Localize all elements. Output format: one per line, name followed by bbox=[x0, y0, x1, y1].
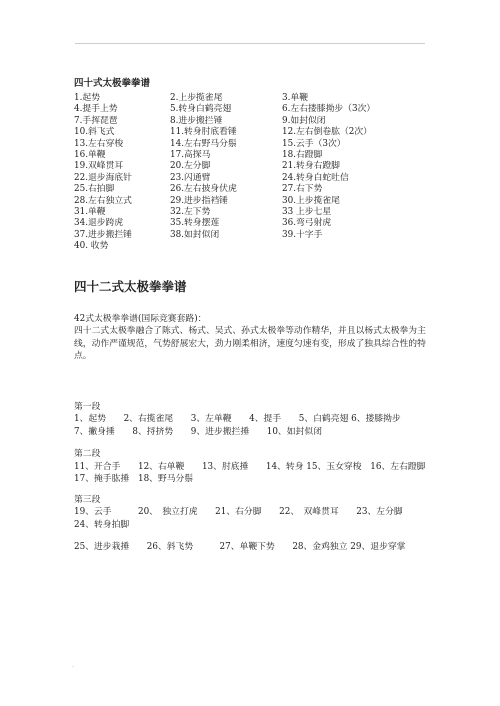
move-item: 33 上步七星 bbox=[282, 207, 332, 218]
move-item: 35.转身摆莲 bbox=[170, 218, 220, 229]
move-item: 36.弯弓射虎 bbox=[282, 218, 332, 229]
intro-label: 42式太极拳拳谱(国际竞赛套路)： bbox=[74, 313, 207, 324]
intro-paragraph: 四十二式太极拳融合了陈式、杨式、吴式、孙式太极拳等动作精华，并且以杨式太极拳为主线，动作严谨规范，气势舒展宏大，劲力刚柔相济，速度匀速有变，形成了独具综合性的特点。 bbox=[74, 326, 426, 362]
section-one bbox=[74, 401, 430, 439]
section-heading: 第一段 bbox=[74, 401, 101, 412]
move-item: 14.左右野马分鬃 bbox=[170, 138, 237, 149]
section-moves: 19、云手 20、 独立打虎 21、右分脚 22、 双峰贯耳 23、左分脚 24、转身拍脚 bbox=[74, 507, 412, 530]
move-item: 30.上步揽雀尾 bbox=[282, 195, 340, 206]
section-moves: 1、起势 2、右揽雀尾 3、左单鞭 4、提手 5、白鹤亮翅 6、搂膝拗步 7、撇身捶 8、捋挤势 9、进步搬拦捶 10、如封似闭 bbox=[74, 414, 419, 437]
move-item: 21.转身右蹬脚 bbox=[282, 161, 340, 172]
move-item: 27.右下势 bbox=[282, 184, 323, 195]
header-rule bbox=[75, 43, 425, 44]
section-heading: 第二段 bbox=[74, 449, 101, 460]
move-item: 22.退步海底针 bbox=[74, 172, 132, 183]
move-item: 2.上步揽雀尾 bbox=[170, 93, 223, 103]
forty-form-title: 四十式太极拳拳谱 bbox=[74, 78, 151, 89]
forty-last-move: 40. 收势 bbox=[74, 241, 109, 252]
move-item: 37.进步搬拦锤 bbox=[74, 229, 132, 240]
move-item: 6.左右搂膝拗步（3次） bbox=[282, 104, 376, 115]
page-mark: . bbox=[72, 662, 74, 669]
section-moves: 11、开合手 12、右单鞭 13、肘底捶 14、转身 15、玉女穿梭 16、左右蹬脚 17、掩手肱捶 18、野马分鬃 bbox=[74, 461, 444, 485]
move-item: 19.双峰贯耳 bbox=[74, 161, 124, 172]
move-item: 24.转身白蛇吐信 bbox=[282, 172, 349, 183]
move-item: 4.提手上势 bbox=[74, 104, 118, 115]
section-heading: 第三段 bbox=[74, 494, 101, 505]
move-item: 25.右拍脚 bbox=[74, 184, 115, 195]
section-three bbox=[74, 494, 430, 532]
fortytwo-form-title: 四十二式太极拳拳谱 bbox=[74, 278, 187, 294]
move-item: 5.转身白鹤亮翅 bbox=[170, 104, 232, 115]
move-item: 8.进步搬拦锤 bbox=[170, 115, 223, 126]
document-body bbox=[74, 78, 444, 554]
move-item: 18.右蹬脚 bbox=[282, 150, 323, 161]
move-item: 31.单鞭 bbox=[74, 207, 106, 218]
move-item: 13.左右穿梭 bbox=[74, 138, 124, 149]
move-item: 16.单鞭 bbox=[74, 150, 106, 161]
move-item: 20.左分脚 bbox=[170, 161, 211, 172]
move-item: 38.如封似闭 bbox=[170, 229, 220, 240]
move-item: 3.单鞭 bbox=[282, 93, 308, 103]
move-item: 17.高探马 bbox=[170, 150, 211, 161]
move-item: 15.云手（3次） bbox=[282, 138, 346, 149]
move-item: 34.退步跨虎 bbox=[74, 218, 124, 229]
move-item: 11.转身肘底看锤 bbox=[170, 127, 237, 138]
move-item: 7.手挥琵琶 bbox=[74, 115, 118, 126]
move-item: 10.斜飞式 bbox=[74, 127, 115, 138]
move-item: 26.左右披身伏虎 bbox=[170, 184, 237, 195]
section-four bbox=[74, 541, 430, 554]
move-item: 39.十字手 bbox=[282, 229, 323, 240]
move-item: 23.闪通臂 bbox=[170, 172, 211, 183]
move-item: 32.左下势 bbox=[170, 207, 211, 218]
section-two bbox=[74, 448, 444, 486]
move-item: 9.如封似闭 bbox=[282, 115, 326, 126]
forty-moves-grid bbox=[74, 93, 430, 241]
section-moves: 25、进步栽捶 26、斜飞势 27、单鞭下势 28、金鸡独立 29、退步穿掌 bbox=[74, 542, 406, 553]
move-item: 29.进步指裆锤 bbox=[170, 195, 228, 206]
move-item: 28.左右独立式 bbox=[74, 195, 132, 206]
move-item: 12.左右倒卷肱（2次） bbox=[282, 127, 372, 138]
move-item: 1.起势 bbox=[74, 93, 100, 103]
